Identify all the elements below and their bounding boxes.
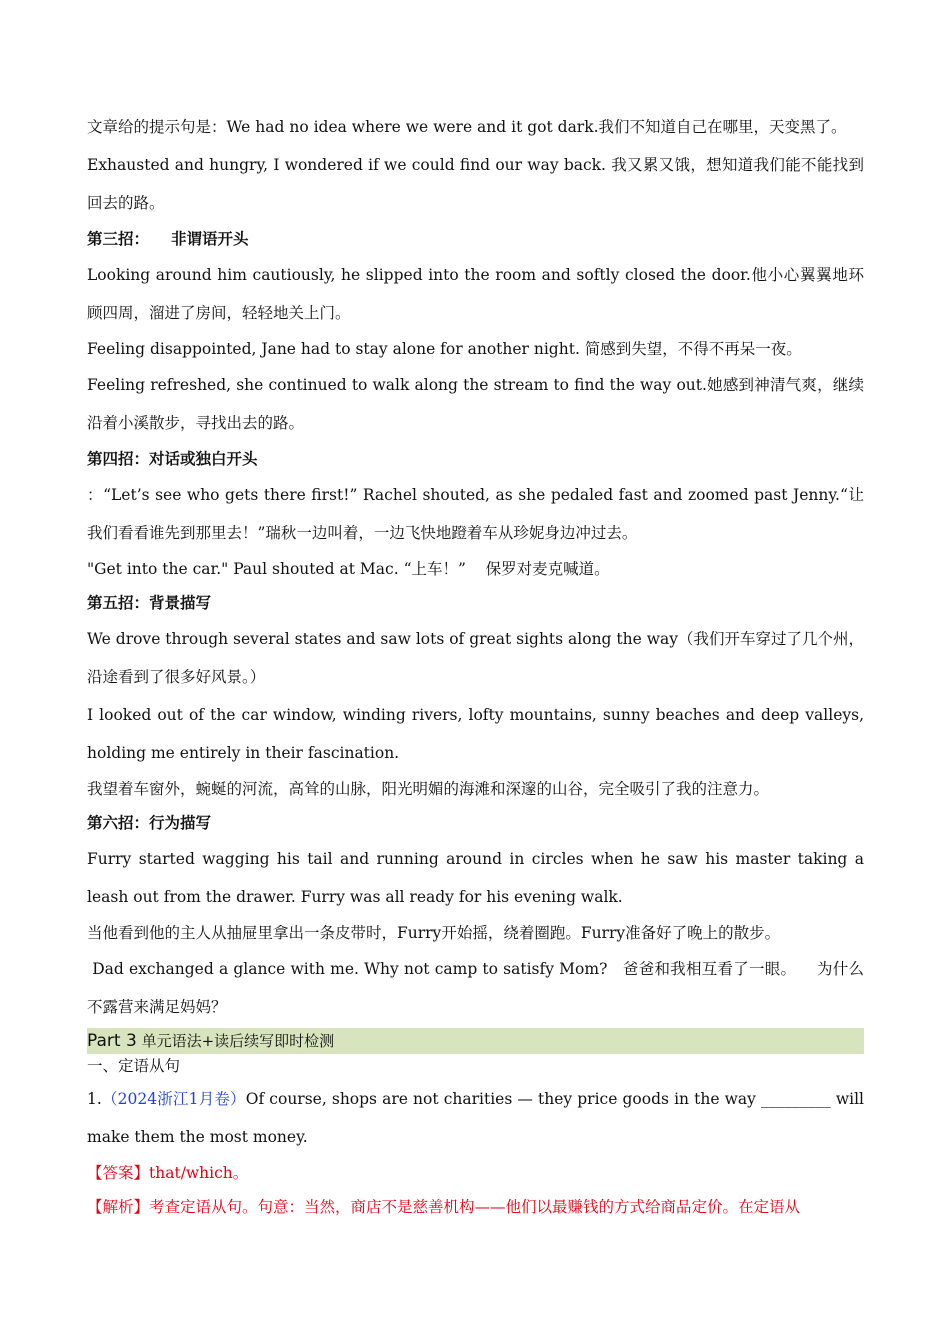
part-number: Part 3 (87, 1031, 137, 1051)
question-source: （2024浙江1月卷） (101, 1090, 246, 1108)
section-heading: 第六招：行为描写 (87, 813, 212, 832)
paragraph: Furry started wagging his tail and running around in circles when he saw his master taking a leash out from the drawer. Furry was all ready for his evening walk. (87, 850, 864, 906)
subsection-title: 一、定语从句 (87, 1057, 181, 1075)
paragraph: ：“Let’s see who gets there first!” Rachel shouted, as she pedaled fast and zoomed past Jenny.“让我们看看谁先到那里去！”瑞秋一边叫着，一边飞快地蹬着车从珍妮身边冲过去。 (87, 486, 864, 542)
paragraph: We drove through several states and saw lots of great sights along the way（我们开车穿过了几个州，沿途看到了很多好风景。） (87, 630, 864, 686)
answer-label: 【答案】 (87, 1164, 150, 1182)
part-title: 单元语法+读后续写即时检测 (141, 1032, 335, 1050)
part-banner (87, 1028, 864, 1054)
answer-text: that/which。 (149, 1164, 249, 1182)
paragraph: I looked out of the car window, winding rivers, lofty mountains, sunny beaches and deep valleys, holding me entirely in their fascination. (87, 706, 864, 762)
paragraph: 文章给的提示句是：We had no idea where we were and it got dark.我们不知道自己在哪里，天变黑了。 (87, 118, 847, 136)
question-number: 1. (87, 1090, 102, 1108)
paragraph: Feeling refreshed, she continued to walk along the stream to find the way out.她感到神清气爽，继续沿着小溪散步，寻找出去的路。 (87, 376, 864, 432)
answer (87, 1156, 864, 1190)
paragraph: "Get into the car." Paul shouted at Mac. “上车！” 保罗对麦克喊道。 (87, 560, 610, 578)
section-heading: 第四招：对话或独白开头 (87, 449, 258, 468)
paragraph: Exhausted and hungry, I wondered if we could find our way back. 我又累又饿，想知道我们能不能找到回去的路。 (87, 156, 864, 212)
section-heading: 第五招：背景描写 (87, 593, 212, 612)
document-page (87, 108, 864, 1224)
paragraph: 我望着车窗外，蜿蜒的河流，高耸的山脉，阳光明媚的海滩和深邃的山谷，完全吸引了我的注意力。 (87, 780, 770, 798)
paragraph: Feeling disappointed, Jane had to stay alone for another night. 简感到失望，不得不再呆一夜。 (87, 340, 802, 358)
paragraph: 当他看到他的主人从抽屉里拿出一条皮带时，Furry开始摇，绕着圈跑。Furry准备好了晚上的散步。 (87, 924, 781, 942)
paragraph: Dad exchanged a glance with me. Why not camp to satisfy Mom? 爸爸和我相互看了一眼。 为什么不露营来满足妈妈？ (87, 960, 864, 1016)
paragraph: Looking around him cautiously, he slipped into the room and softly closed the door.他小心翼翼地环顾四周，溜进了房间，轻轻地关上门。 (87, 266, 864, 322)
analysis-label: 【解析】 (87, 1198, 150, 1216)
analysis-text: 考查定语从句。句意：当然，商店不是慈善机构——他们以最赚钱的方式给商品定价。在定语从 (149, 1198, 801, 1216)
analysis (87, 1190, 864, 1224)
question (87, 1080, 864, 1156)
question-text: Of course, shops are not charities — they price goods in the way _________ will make them the most money. (87, 1090, 865, 1146)
section-heading: 第三招： 非谓语开头 (87, 229, 249, 248)
